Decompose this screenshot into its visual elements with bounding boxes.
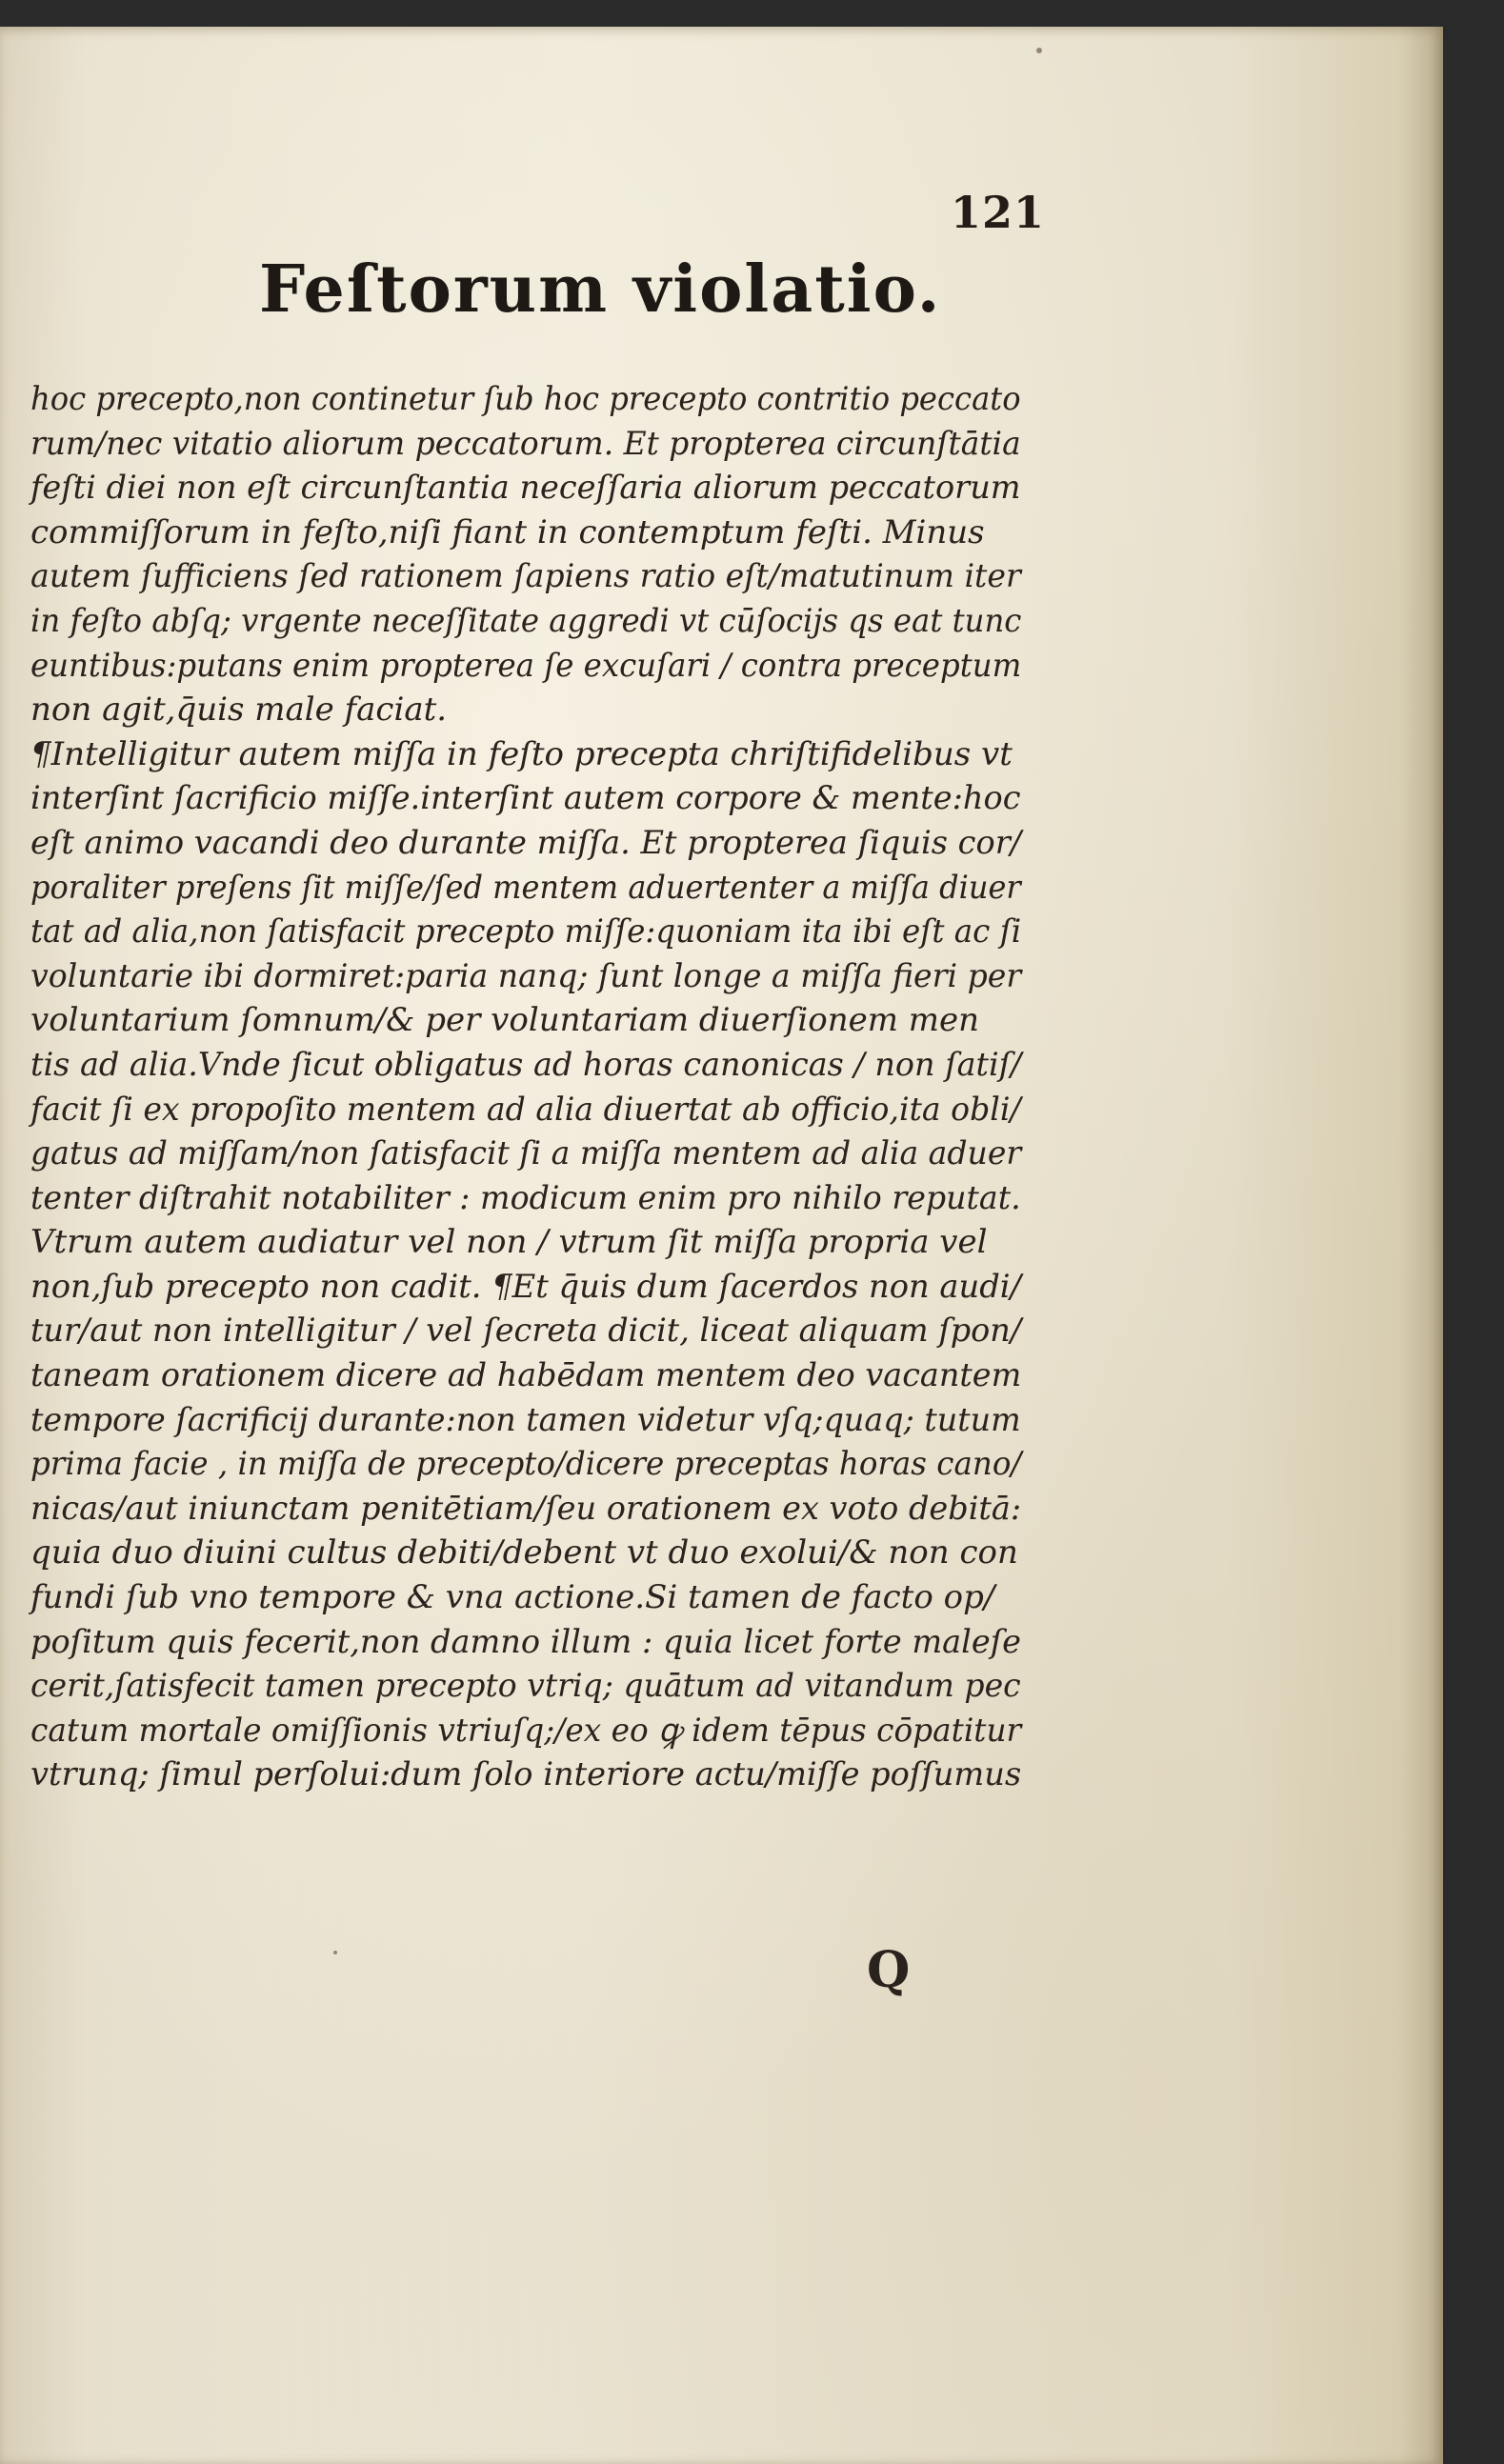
running-head: Feſtorum violatio. [259, 251, 942, 328]
text-line: in feſto abſq; vrgente neceſſitate aggredi vt cūſocijs qs eat tunc [30, 601, 1022, 640]
text-line: tis ad alia.Vnde ſicut obligatus ad horas canonicas / non ſatiſ/ [30, 1045, 1022, 1084]
text-line: interſint ſacrificio miſſe.interſint autem corpore & mente:hoc [30, 779, 1021, 818]
text-line: voluntarie ibi dormiret:paria nanq; ſunt longe a miſſa fieri per [30, 956, 1022, 995]
text-line: prima facie , in miſſa de precepto/dicere preceptas horas cano/ [30, 1445, 1022, 1484]
text-line: quia duo diuini cultus debiti/debent vt duo exolui/& non con [30, 1533, 1018, 1573]
text-line: tenter diſtrahit notabiliter : modicum enim pro nihilo reputat. [30, 1178, 1021, 1217]
catchword: Q [867, 1941, 911, 1999]
page-number: 121 [951, 187, 1046, 238]
text-line: vtrunq; ſimul perſolui:dum ſolo interiore actu/miſſe poſſumus [30, 1755, 1022, 1794]
text-line: taneam orationem dicere ad habēdam mentem deo vacantem [30, 1356, 1022, 1395]
text-line: nicas/aut iniunctam penitētiam/ſeu orationem ex voto debitā: [30, 1489, 1022, 1528]
body-text [30, 377, 1021, 1797]
text-line: hoc precepto,non continetur ſub hoc precepto contritio peccato [30, 380, 1021, 418]
text-line: catum mortale omiſſionis vtriuſq;/ex eo ꝙ idem tēpus cōpatitur [30, 1711, 1022, 1750]
text-line: Vtrum autem audiatur vel non / vtrum ſit miſſa propria vel [30, 1223, 988, 1262]
text-line: poraliter preſens ſit miſſe/ſed mentem aduertenter a miſſa diuer [30, 868, 1021, 907]
text-line: tempore ſacrificij durante:non tamen videtur vſq;quaq; tutum [30, 1400, 1021, 1439]
text-line: feſti diei non eſt circunſtantia neceſſaria aliorum peccatorum [30, 469, 1021, 508]
text-line: non,ſub precepto non cadit. ¶Et q̄uis dum ſacerdos non audi/ [30, 1267, 1021, 1306]
book-page [0, 27, 1443, 2464]
text-line: gatus ad miſſam/non ſatisfacit ſi a miſſa mentem ad alia aduer [30, 1134, 1022, 1173]
text-line: non agit,q̄uis male faciat. [30, 691, 448, 730]
paper-speck [1036, 48, 1042, 53]
text-line: euntibus:putans enim propterea ſe excuſari / contra preceptum [30, 646, 1022, 685]
text-line: autem ſufficiens ſed rationem ſapiens ratio eſt/matutinum iter [30, 557, 1021, 596]
text-line: commiſſorum in feſto,niſi fiant in contemptum feſti. Minus [30, 512, 985, 551]
text-line: fundi ſub vno tempore & vna actione.Si tamen de facto op/ [30, 1578, 995, 1617]
text-line: ¶Intelligitur autem miſſa in feſto precepta chriſtifidelibus vt [30, 734, 1013, 773]
paper-speck [333, 1951, 337, 1954]
text-line: voluntarium ſomnum/& per voluntariam diuerſionem men [30, 1001, 980, 1040]
text-line: cerit,ſatisfecit tamen precepto vtriq; quātum ad vitandum pec [30, 1667, 1021, 1706]
text-line: tat ad alia,non ſatisfacit precepto miſſe:quoniam ita ibi eſt ac ſi [30, 912, 1022, 952]
text-line: facit ſi ex propoſito mentem ad alia diuertat ab officio,ita obli/ [30, 1090, 1021, 1129]
text-line: rum/nec vitatio aliorum peccatorum. Et propterea circunſtātia [30, 424, 1021, 463]
text-line: poſitum quis fecerit,non damno illum : quia licet forte maleſe [30, 1622, 1022, 1661]
text-line: tur/aut non intelligitur / vel ſecreta dicit, liceat aliquam ſpon/ [30, 1312, 1022, 1351]
text-line: eſt animo vacandi deo durante miſſa. Et propterea ſiquis cor/ [30, 823, 1022, 862]
